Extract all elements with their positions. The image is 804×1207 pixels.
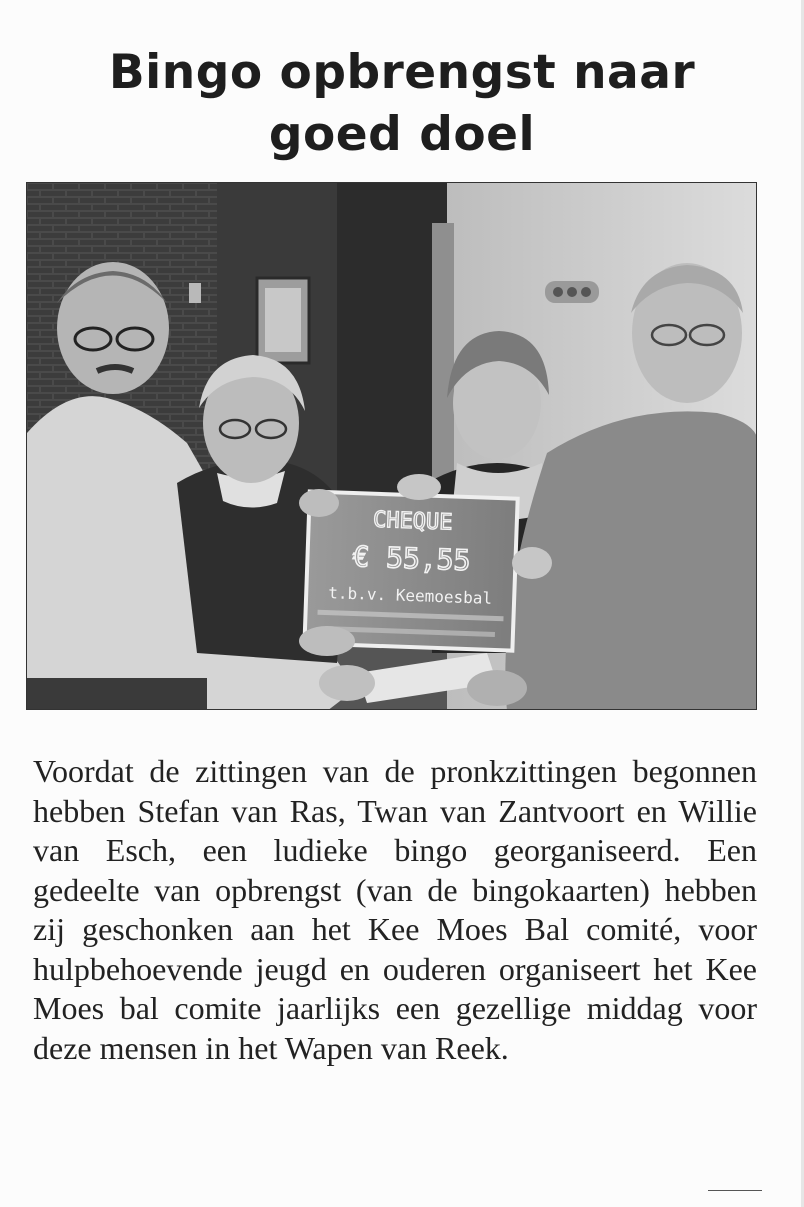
cheque-title: CHEQUE (372, 507, 453, 536)
cheque (304, 491, 517, 650)
article-body: Voordat de zittingen van de pronkzittingen begonnen hebben Stefan van Ras, Twan van Zantvoort en Willie van Esch, een ludieke bingo georganiseerd. Een gedeelte van opbrengst (van de bingokaarten) hebben zij geschonken aan het Kee Moes Bal comité, voor hulpbehoevende jeugd en ouderen organiseert het Kee Moes bal comite jaarlijks een gezellige middag voor deze mensen in het Wapen van Reek. (33, 753, 757, 1066)
cheque-recipient: t.b.v. Keemoesbal (328, 583, 493, 608)
headline-line-1: Bingo opbrengst naar (108, 45, 696, 100)
article-photo (26, 182, 757, 710)
headline (20, 42, 784, 166)
cheque-amount: € 55,55 (351, 539, 472, 578)
photo-illustration (27, 183, 757, 710)
headline-line-2: goed doel (268, 107, 536, 162)
end-rule (708, 1190, 762, 1191)
